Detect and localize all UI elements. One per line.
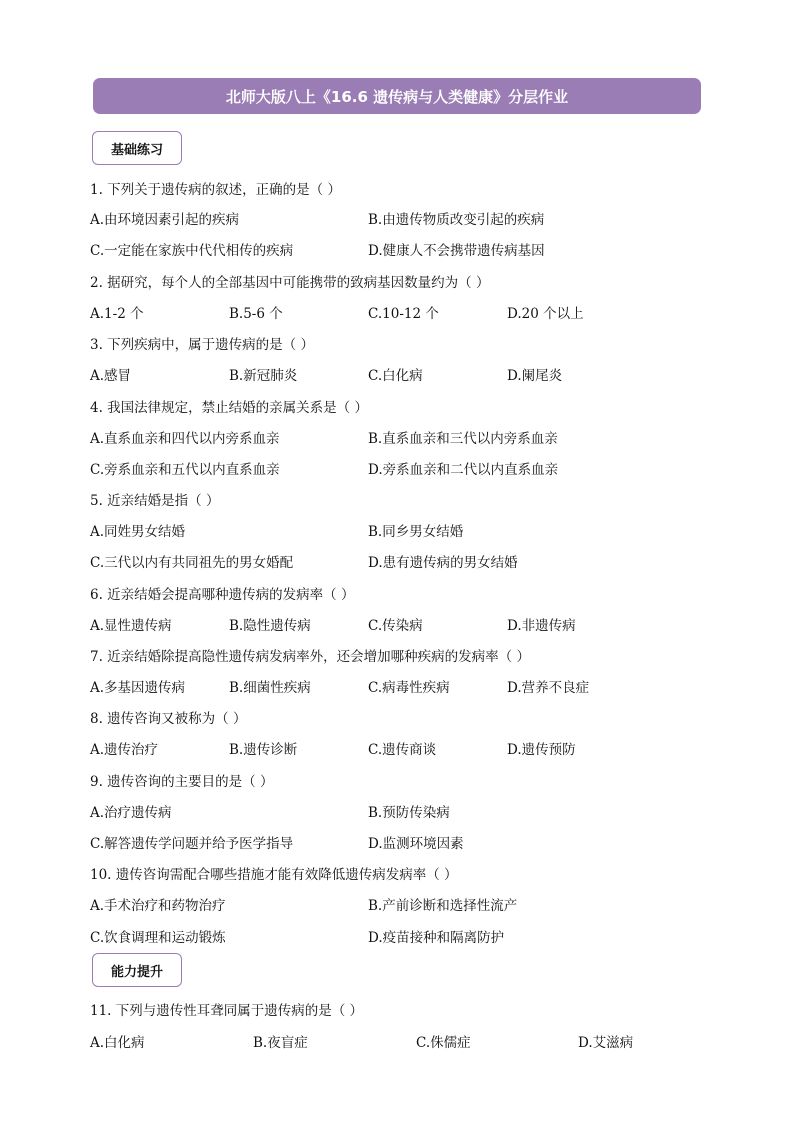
question-2-option-c: C.10-12 个 [368,306,439,322]
question-3-option-a: A.感冒 [90,368,132,384]
question-6-option-c: C.传染病 [368,618,423,634]
section-basic-practice: 基础练习 [92,131,182,165]
question-2-option-a: A.1-2 个 [90,306,144,322]
question-1-option-c: C.一定能在家族中代代相传的疾病 [90,243,294,259]
question-6-option-d: D.非遗传病 [507,618,576,634]
question-8-option-c: C.遗传商谈 [368,742,437,758]
question-11-option-b: B.夜盲症 [253,1035,308,1051]
question-3-stem: 3. 下列疾病中，属于遗传病的是（ ） [90,337,314,353]
question-1-stem: 1. 下列关于遗传病的叙述，正确的是（ ） [90,182,341,198]
question-11-stem: 11. 下列与遗传性耳聋同属于遗传病的是（ ） [90,1003,364,1019]
question-3-option-c: C.白化病 [368,368,423,384]
question-9-option-a: A.治疗遗传病 [90,805,172,821]
question-5-stem: 5. 近亲结婚是指（ ） [90,493,220,509]
question-5-option-d: D.患有遗传病的男女结婚 [368,555,518,571]
question-10-option-b: B.产前诊断和选择性流产 [368,898,518,914]
question-4-option-d: D.旁系血亲和二代以内直系血亲 [368,462,559,478]
question-6-option-a: A.显性遗传病 [90,618,172,634]
question-7-option-c: C.病毒性疾病 [368,680,450,696]
question-4-option-b: B.直系血亲和三代以内旁系血亲 [368,431,558,447]
question-3-option-b: B.新冠肺炎 [229,368,298,384]
question-3-option-d: D.阑尾炎 [507,368,563,384]
question-11-option-c: C.侏儒症 [416,1035,471,1051]
question-7-option-b: B.细菌性疾病 [229,680,311,696]
question-10-option-a: A.手术治疗和药物治疗 [90,898,226,914]
worksheet-title: 北师大版八上《16.6 遗传病与人类健康》分层作业 [93,78,701,114]
question-9-option-d: D.监测环境因素 [368,836,464,852]
question-9-option-b: B.预防传染病 [368,805,450,821]
question-10-option-c: C.饮食调理和运动锻炼 [90,930,226,946]
question-10-stem: 10. 遗传咨询需配合哪些措施才能有效降低遗传病发病率（ ） [90,867,458,883]
question-1-option-b: B.由遗传物质改变引起的疾病 [368,212,545,228]
question-10-option-d: D.疫苗接种和隔离防护 [368,930,505,946]
question-6-option-b: B.隐性遗传病 [229,618,311,634]
question-7-option-d: D.营养不良症 [507,680,590,696]
question-8-stem: 8. 遗传咨询又被称为（ ） [90,711,247,727]
question-4-option-a: A.直系血亲和四代以内旁系血亲 [90,431,280,447]
question-5-option-c: C.三代以内有共同祖先的男女婚配 [90,555,294,571]
question-7-stem: 7. 近亲结婚除提高隐性遗传病发病率外，还会增加哪种疾病的发病率（ ） [90,649,530,665]
question-11-option-d: D.艾滋病 [578,1035,634,1051]
question-8-option-b: B.遗传诊断 [229,742,298,758]
question-8-option-a: A.遗传治疗 [90,742,159,758]
section-ability-improvement: 能力提升 [92,953,182,987]
question-2-option-d: D.20 个以上 [507,306,584,322]
question-2-option-b: B.5-6 个 [229,306,283,322]
question-5-option-a: A.同姓男女结婚 [90,524,186,540]
question-5-option-b: B.同乡男女结婚 [368,524,464,540]
question-4-stem: 4. 我国法律规定，禁止结婚的亲属关系是（ ） [90,400,368,416]
question-2-stem: 2. 据研究，每个人的全部基因中可能携带的致病基因数量约为（ ） [90,275,490,291]
question-7-option-a: A.多基因遗传病 [90,680,186,696]
question-8-option-d: D.遗传预防 [507,742,576,758]
question-1-option-d: D.健康人不会携带遗传病基因 [368,243,545,259]
question-9-stem: 9. 遗传咨询的主要目的是（ ） [90,774,274,790]
question-6-stem: 6. 近亲结婚会提高哪种遗传病的发病率（ ） [90,587,355,603]
question-4-option-c: C.旁系血亲和五代以内直系血亲 [90,462,280,478]
question-1-option-a: A.由环境因素引起的疾病 [90,212,240,228]
question-11-option-a: A.白化病 [90,1035,145,1051]
question-9-option-c: C.解答遗传学问题并给予医学指导 [90,836,294,852]
